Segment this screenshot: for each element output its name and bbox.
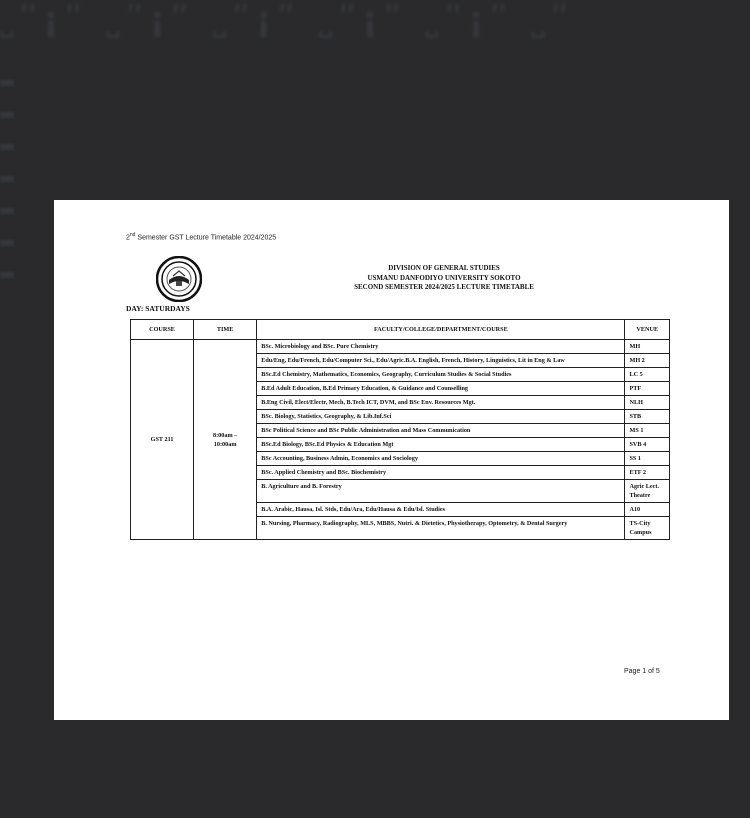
faculty-cell: B.Ed Adult Education, B.Ed Primary Education, & Guidance and Counselling: [257, 382, 625, 396]
venue-cell: STB: [625, 410, 670, 424]
timetable-title: SECOND SEMESTER 2024/2025 LECTURE TIMETABLE: [354, 283, 534, 291]
university-logo-icon: [156, 256, 202, 302]
page-number: Page 1 of 5: [624, 668, 660, 675]
table-header-row: [131, 320, 670, 340]
table-row: [131, 340, 670, 354]
faculty-cell: B. Agriculture and B. Forestry: [257, 480, 625, 503]
venue-cell: MS 1: [625, 424, 670, 438]
faculty-cell: BSc. Applied Chemistry and BSc. Biochemistry: [257, 466, 625, 480]
background-marks: [0, 80, 20, 310]
course-cell: GST 211: [131, 340, 194, 540]
venue-cell: Agric Lect. Theatre: [625, 480, 670, 503]
venue-cell: SS 1: [625, 452, 670, 466]
faculty-cell: BSc. Biology, Statistics, Geography, & Lib.Inf.Sci: [257, 410, 625, 424]
venue-cell: PTF: [625, 382, 670, 396]
faculty-cell: BSc.Ed Chemistry, Mathematics, Economics, Geography, Curriculum Studies & Social Studies: [257, 368, 625, 382]
venue-cell: A10: [625, 503, 670, 517]
header-course: COURSE: [131, 320, 194, 340]
header-venue: VENUE: [625, 320, 670, 340]
header-time: TIME: [194, 320, 257, 340]
venue-cell: SVB 4: [625, 438, 670, 452]
timetable: [130, 319, 670, 540]
university-title: USMANU DANFODIYO UNIVERSITY SOKOTO: [367, 273, 521, 282]
faculty-cell: B.Eng Civil, Elect/Electr, Mech, B.Tech ICT, DVM, and BSc Env. Resources Mgt.: [257, 396, 625, 410]
time-end: 10:00am: [213, 440, 237, 448]
faculty-cell: BSc Political Science and BSc Public Administration and Mass Communication: [257, 424, 625, 438]
venue-cell: NLH: [625, 396, 670, 410]
header-faculty: FACULTY/COLLEGE/DEPARTMENT/COURSE: [257, 320, 625, 340]
background-texture: ˽ʺ¡ʺ ˽ʺ¡ʺ ˽ʺ¡ʺ ˽ʺ¡ʺ ˽ʺ¡ʺ ˽ʺ: [0, 0, 575, 40]
venue-cell: ETF 2: [625, 466, 670, 480]
time-cell: [194, 340, 257, 540]
header-ordinal: 2: [126, 234, 130, 242]
faculty-cell: BSc. Microbiology and BSc. Pure Chemistry: [257, 340, 625, 354]
document-titles: [294, 264, 594, 293]
venue-cell: MH 2: [625, 354, 670, 368]
faculty-cell: B. Nursing, Pharmacy, Radiography, MLS, MBBS, Nutri. & Dietetics, Physiotherapy, Optometry, & Dental Surgery: [257, 517, 625, 540]
document-page: [54, 200, 729, 720]
document-header: [126, 232, 276, 241]
time-start: 8:00am –: [213, 431, 238, 439]
division-title: DIVISION OF GENERAL STUDIES: [388, 264, 500, 272]
day-label: DAY: SATURDAYS: [126, 304, 190, 313]
venue-cell: TS-City Campus: [625, 517, 670, 540]
faculty-cell: BSc Accounting, Business Admin, Economics and Sociology: [257, 452, 625, 466]
header-text: Semester GST Lecture Timetable 2024/2025: [135, 234, 277, 242]
header-ordinal-suffix: nd: [129, 232, 136, 238]
venue-cell: LC 5: [625, 368, 670, 382]
faculty-cell: Edu/Eng, Edu/French, Edu/Computer Sci., Edu/Agric.B.A. English, French, History, Linguistics, Lit in Eng & Law: [257, 354, 625, 368]
faculty-cell: B.A. Arabic, Hausa, Isl. Stds, Edu/Ara, Edu/Hausa & Edu/Isl. Studies: [257, 503, 625, 517]
venue-cell: MH: [625, 340, 670, 354]
faculty-cell: BSc.Ed Biology, BSc.Ed Physics & Education Mgt: [257, 438, 625, 452]
